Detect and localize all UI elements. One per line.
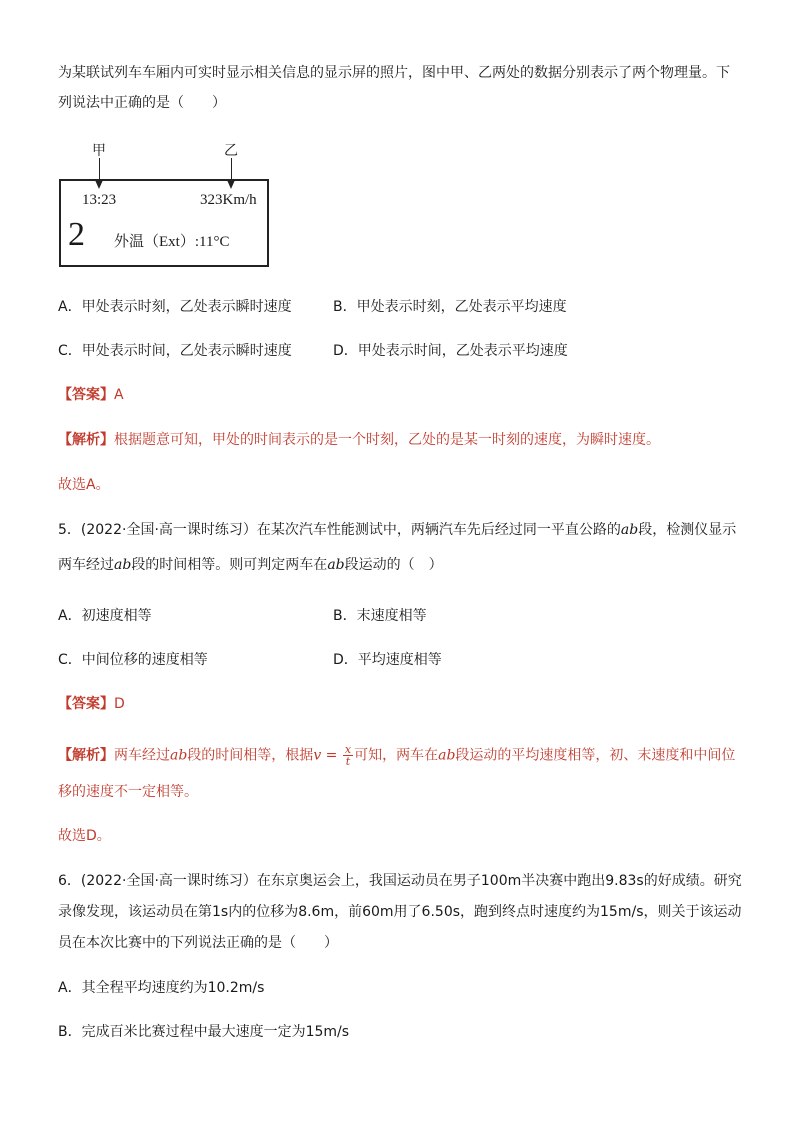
q5-answer-value: D xyxy=(114,696,125,712)
q5-option-d: D．平均速度相等 xyxy=(333,652,442,668)
display-temperature: 外温（Ext）:11°C xyxy=(114,234,230,250)
q5-option-c: C．中间位移的速度相等 xyxy=(58,652,208,668)
formula-v: v xyxy=(313,747,322,764)
q5-analysis-line2: 移的速度不一定相等。 xyxy=(58,784,198,800)
display-time: 13:23 xyxy=(82,192,117,208)
q4-analysis-tag: 【解析】 xyxy=(58,432,114,448)
display-screen xyxy=(59,179,269,267)
figure-label-jia: 甲 xyxy=(92,143,106,159)
q5-conclusion: 故选D。 xyxy=(58,828,111,844)
formula-fraction xyxy=(343,744,353,767)
q5-option-a: A．初速度相等 xyxy=(58,608,152,624)
q5-stem-text: 两车经过 xyxy=(58,557,114,573)
q5-ab-symbol: ab xyxy=(438,747,456,764)
display-big-number: 2 xyxy=(68,216,85,253)
display-speed: 323Km/h xyxy=(200,192,257,208)
q5-ab-symbol: ab xyxy=(114,557,132,573)
q5-analysis-text: 段运动的平均速度相等，初、末速度和中间位 xyxy=(455,747,736,764)
q4-stem-line2: 列说法中正确的是（ ） xyxy=(58,95,226,111)
q5-stem-text: 段运动的（ ） xyxy=(344,557,443,573)
q5-ab-symbol: ab xyxy=(170,747,188,764)
q4-conclusion: 故选A。 xyxy=(58,477,110,493)
q4-analysis-text: 根据题意可知，甲处的时间表示的是一个时刻，乙处的是某一时刻的速度，为瞬时速度。 xyxy=(114,432,660,448)
q5-stem-line2 xyxy=(58,555,443,575)
q5-ab-symbol: ab xyxy=(620,522,639,538)
q5-ab-symbol: ab xyxy=(327,557,345,573)
q4-answer xyxy=(58,385,124,405)
q4-stem-line1: 为某联试列车车厢内可实时显示相关信息的显示屏的照片，图中甲、乙两处的数据分别表示了两个物理量。下 xyxy=(58,65,730,81)
q5-stem-line1 xyxy=(58,520,736,540)
q5-stem-text: 段，检测仪显示 xyxy=(638,522,737,538)
q5-analysis-text: 两车经过 xyxy=(114,747,170,764)
q5-answer-tag: 【答案】 xyxy=(58,696,114,712)
q5-stem-text: 5．(2022·全国·高一课时练习）在某次汽车性能测试中，两辆汽车先后经过同一平直公路的 xyxy=(58,522,621,538)
q4-option-c: C．甲处表示时间，乙处表示瞬时速度 xyxy=(58,343,292,359)
q6-option-b: B．完成百米比赛过程中最大速度一定为15m/s xyxy=(58,1024,350,1040)
formula-numerator: x xyxy=(344,743,352,756)
q4-answer-tag: 【答案】 xyxy=(58,387,114,403)
q4-option-a: A．甲处表示时刻，乙处表示瞬时速度 xyxy=(58,299,292,315)
q6-stem-line3: 员在本次比赛中的下列说法正确的是（ ） xyxy=(58,935,338,951)
q4-option-d: D．甲处表示时间，乙处表示平均速度 xyxy=(333,343,568,359)
figure-label-yi: 乙 xyxy=(224,143,238,159)
q4-answer-value: A xyxy=(114,387,124,403)
q4-option-b: B．甲处表示时刻，乙处表示平均速度 xyxy=(333,299,567,315)
formula-equals: = xyxy=(321,747,342,764)
q5-analysis-text: 段的时间相等，根据 xyxy=(187,747,314,764)
q6-stem-line1: 6．(2022·全国·高一课时练习）在东京奥运会上，我国运动员在男子100m半决赛中跑出9.83s的好成绩。研究 xyxy=(58,873,742,889)
q5-answer xyxy=(58,694,125,714)
formula-denominator: t xyxy=(345,755,351,768)
q6-stem-line2: 录像发现，该运动员在第1s内的位移为8.6m，前60m用了6.50s，跑到终点时速度约为15m/s，则关于该运动 xyxy=(58,904,742,920)
q5-option-b: B．末速度相等 xyxy=(333,608,427,624)
q4-analysis xyxy=(58,430,660,450)
q5-analysis-text: 可知，两车在 xyxy=(354,747,439,764)
q5-stem-text: 段的时间相等。则可判定两车在 xyxy=(131,557,328,573)
q5-analysis-tag: 【解析】 xyxy=(58,747,114,764)
q5-analysis-line1 xyxy=(58,744,735,767)
q6-option-a: A．其全程平均速度约为10.2m/s xyxy=(58,980,265,996)
